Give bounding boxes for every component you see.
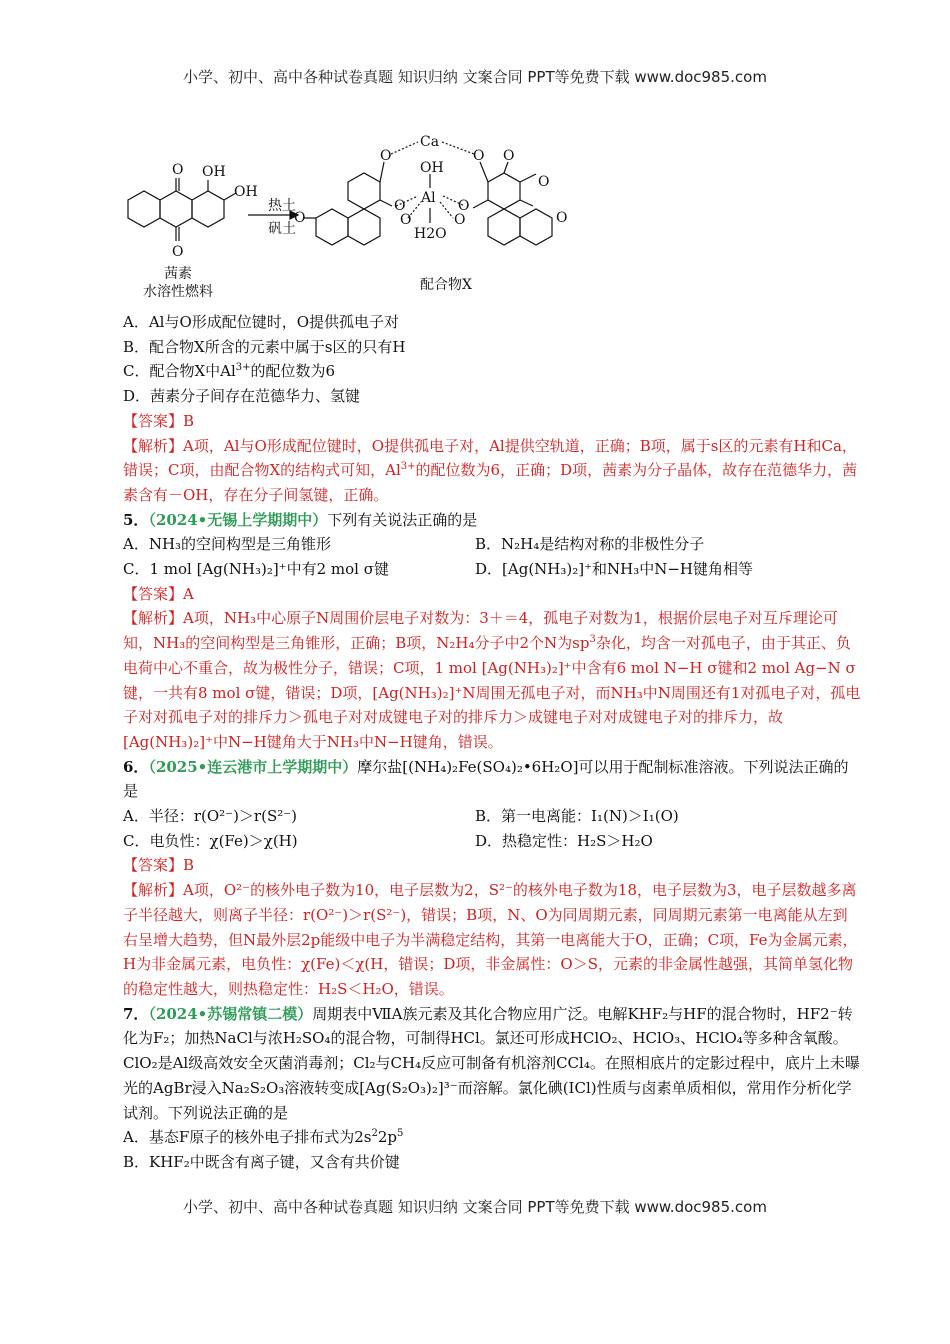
q6-stem-text: 摩尔盐[(NH₄)₂Fe(SO₄)₂•6H₂O]可以用于配制标准溶液。下列说法正确的是 [123,757,849,801]
q5-option-a: A．NH₃的空间构型是三角锥形 [123,535,332,554]
q4-analysis-2: 的配位数为6，正确；D项，茜素为分子晶体，故存在范德华力，茜素含有－OH，存在分子间氢键，正确。 [123,461,858,504]
q6-analysis [91,878,862,1002]
q4-option-a: A．Al与O形成配位键时，O提供孤电子对 [123,313,400,331]
atom-o-6: O [473,148,485,164]
alizarin-ring-right [192,191,224,227]
q7-option-b: B．KHF₂中既含有离子键，又含有共价键 [123,1152,400,1171]
q7-a-sup2: 5 [397,1128,404,1140]
q5-analysis-label: 【解析】 [123,609,184,628]
q5-analysis [91,606,862,754]
atom-oh-al: OH [420,160,444,176]
q5-stem [91,508,862,533]
q5-option-c: C．1 mol [Ag(NH₃)₂]⁺中有2 mol σ键 [123,560,389,579]
atom-o-bottom: O [172,244,184,260]
q5-option-d: D．[Ag(NH₃)₂]⁺和NH₃中N−H键角相等 [475,560,754,579]
alizarin-ring-mid [160,191,192,227]
q7-stem-text: 周期表中ⅦA族元素及其化合物应用广泛。电解KHF₂与HF的混合物时，HF2⁻转化为F₂；加热NaCl与浓H₂SO₄的混合物，可制得HCl。氯还可形成HClO₂、HClO₃、HClO₄等多种含氧酸。ClO₂是Al级高效安全灭菌消毒剂；Cl₂与CH₄反应可制备有机溶剂CCl₄。在照相底片的定影过程中，底片上未曝光的AgBr浸入Na₂S₂O₃溶液转变成[Ag(S₂O₃)₂]³⁻而溶解。氯化碘(ICl)性质与卤素单质相似，常用作分析化学试剂。下列说法正确的是 [123,1004,860,1122]
q4-c-sup: 3+ [235,362,251,374]
q5-number: 5． [123,510,149,529]
q6-answer: 【答案】B [123,856,195,875]
q4-option-b: B．配合物X所含的元素中属于s区的只有H [123,337,406,356]
q6-option-b: B．第一电离能：I₁(N)＞I₁(O) [475,807,679,826]
q7-number: 7． [123,1004,149,1023]
atom-o-1: O [380,148,392,164]
q7-option-a [91,1125,862,1150]
alizarin-ring-left [128,191,160,227]
q5-options-row-1 [91,532,862,557]
atom-o-7: O [503,148,515,164]
q7-stem [91,1002,862,1126]
question-content [91,310,862,1175]
q4-analysis-sup: 3+ [400,461,416,473]
q5-analysis-sup: 3 [589,634,596,646]
q7-source: （2024•苏锡常镇二模） [148,1004,313,1023]
complex-name: 配合物X [420,277,472,293]
q5-options-row-2 [91,557,862,582]
q6-number: 6． [123,757,149,776]
q5-answer: 【答案】A [123,584,194,603]
q4-analysis-1: A项，Al与O形成配位键时，O提供孤电子对，Al提供空轨道，正确；B项，属于s区的元素有H和Ca，错误；C项，由配合物X的结构式可知，Al [123,436,857,480]
atom-o-top: O [172,162,184,178]
atom-oh-1: OH [202,164,226,180]
atom-h2o: H2O [414,226,447,242]
q5-option-b: B．N₂H₄是结构对称的非极性分子 [475,535,705,554]
q5-analysis-pre: A项，NH₃中心原子N周围价层电子对数为：3＋ [183,609,504,628]
q4-option-c [91,359,862,384]
q5-analysis-rest: 杂化，均含一对孤电子，由于其正、负电荷中心不重合，故为极性分子，错误；C项，1 mol [Ag(NH₃)₂]⁺中含有6 mol N−H σ键和2 mol Ag−N σ键，一共有8 mol σ键，错误；D项，[Ag(NH₃)₂]⁺N周围无孤电子对，而NH₃中N周围还有1对孤电子对，孤电子对对孤电子对的排斥力＞孤电子对对成键电子对的排斥力＞成键电子对对成键电子对的排斥力，故[Ag(NH₃)₂]⁺中N−H键角大于NH₃中N−H键角，错误。 [123,634,861,751]
q6-source: （2025•连云港市上学期期中） [148,757,358,776]
page-footer: 小学、初中、高中各种试卷真题 知识归纳 文案合同 PPT等免费下载 www.doc985.com [183,1198,767,1216]
q5-source: （2024•无锡上学期期中） [148,510,328,529]
page-header: 小学、初中、高中各种试卷真题 知识归纳 文案合同 PPT等免费下载 www.doc985.com [183,68,767,86]
atom-o-2: O [394,198,406,214]
q7-a-pre: A．基态F原子的核外电子排布式为2s [123,1128,372,1147]
q6-analysis-text: A项，O²⁻的核外电子数为10，电子层数为2，S²⁻的核外电子数为18，电子层数为3，电子层数越多离子半径越大，则离子半径：r(O²⁻)＞r(S²⁻)，错误；B项，N、O为同周期元素，同周期元素第一电离能从左到右呈增大趋势，但N最外层2p能级中电子为半满稳定结构，其第一电离能大于O，正确；C项，Fe为金属元素，H为非金属元素，电负性：χ(Fe)＜χ(H，错误；D项，非金属性：O＞S，元素的非金属性越强，其简单氢化物的稳定性越大，则热稳定性：H₂S＜H₂O，错误。 [123,881,858,998]
q5-analysis-eq: ＝4，孤电子对数为1，根据价层电子对互斥理论可知，NH₃的空间构型是三角锥形，正确；B项，N₂H₄分子中2个N为sp [123,609,838,653]
q4-c-post: 的配位数为6 [250,362,336,381]
q6-option-d: D．热稳定性：H₂S＞H₂O [475,831,653,850]
atom-o-8: O [538,174,550,190]
atom-o-complex-left: O [294,210,306,226]
q4-option-d: D．茜素分子间存在范德华力、氢键 [123,387,361,406]
arrow-label-top: 热土 [268,198,296,214]
reaction-figure [118,128,598,303]
atom-o-5: O [454,212,466,228]
atom-ca: Ca [420,134,440,150]
q6-options-row-1 [91,804,862,829]
arrow-label-bottom: 矾土 [268,221,296,237]
atom-o-4: O [458,198,470,214]
atom-al: Al [421,190,436,206]
q7-a-mid: 2p [377,1128,398,1147]
q6-option-c: C．电负性：χ(Fe)＞χ(H) [123,831,298,850]
q4-answer: 【答案】B [123,411,195,430]
atom-oh-2: OH [234,184,258,200]
q6-stem [91,755,862,804]
q7-a-sup1: 2 [371,1128,378,1140]
atom-o-3: O [400,212,412,228]
q6-option-a: A．半径：r(O²⁻)＞r(S²⁻) [123,807,298,826]
alizarin-name: 茜素 [164,266,192,282]
atom-o-9: O [556,210,568,226]
q4-analysis-label: 【解析】 [123,436,184,455]
q4-c-pre: C．配合物X中Al [123,362,236,381]
q6-analysis-label: 【解析】 [123,881,184,900]
q5-stem-text: 下列有关说法正确的是 [327,510,478,529]
q6-options-row-2 [91,829,862,854]
q4-analysis [91,434,862,508]
alizarin-subtitle: 水溶性燃料 [143,284,213,300]
